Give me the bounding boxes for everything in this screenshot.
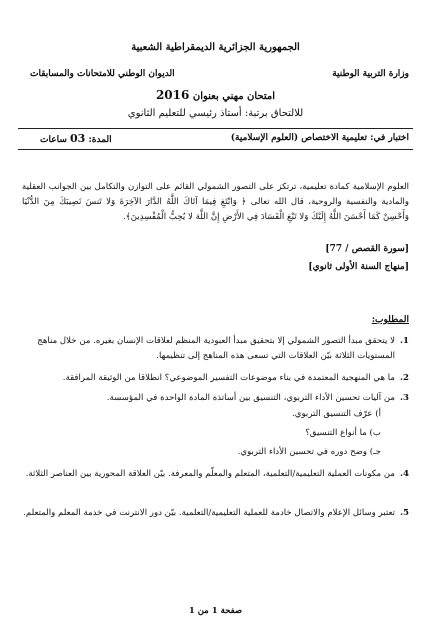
question-text: لا يتحقق مبدأ التصور الشمولي إلا بتحقيق مبدأ العبودية المنظم لعلاقات الإنسان بغيره. من خلال مناهج المستويات الثلاثة بيّن العلاقات التي تسعى هذه المناهج إلى تنظيمها. [37, 336, 395, 361]
top-rule [18, 128, 413, 129]
exam-title [0, 88, 431, 102]
office-name: الديوان الوطني للامتحانات والمسابقات [30, 69, 175, 79]
ministry-name: وزارة التربية الوطنية [332, 69, 409, 79]
duration-value: 03 [70, 132, 86, 145]
bottom-rule [18, 149, 413, 150]
question-number: 5. [400, 508, 409, 518]
question-5 [22, 506, 409, 521]
question-4 [22, 467, 409, 482]
question-1 [22, 334, 409, 364]
quran-citation: [سورة القصص / 77] [325, 244, 409, 254]
exam-title-prefix: امتحان مهني بعنوان [192, 91, 276, 102]
question-number: 3. [400, 393, 409, 403]
curriculum-source: [منهاج السنة الأولى ثانوي] [308, 262, 409, 272]
duration-unit: ساعات [40, 135, 67, 145]
question-text: من آليات تحسين الأداء التربوي، التنسيق بين أساتذة المادة الواحدة في المؤسسة. [106, 393, 395, 403]
exam-subject: اختبار في: تعليمية الاختصاص (العلوم الإسلامية) [230, 133, 409, 143]
required-heading: المطلوب: [371, 315, 409, 325]
question-3 [22, 391, 409, 406]
question-number: 2. [400, 373, 409, 383]
question-text: من مكونات العملية التعليمية/التعلمية، المتعلم والمعلّم والمعرفة. بيّن العلاقة المحورية بين العناصر الثلاثة. [25, 469, 395, 479]
duration-label: المدة: [88, 135, 112, 145]
question-3-sub-c: جـ) وضح دوره في تحسين الأداء التربوي. [237, 447, 381, 457]
question-2 [22, 371, 409, 386]
question-text: ما هي المنهجية المعتمدة في بناء موضوعات التفسير الموضوعي؟ انطلاقا من الوثيقة المرافقة. [62, 373, 395, 383]
intro-paragraph: العلوم الإسلامية كمادة تعليمية، ترتكز على التصور الشمولي القائم على التوازن والتكامل بين الجوانب العقلية والمادية والنفسية والروحية، قال الله تعالى ﴿ وَابْتَغِ فِيمَا آتَاكَ اللَّهُ الدَّارَ الآخِرَةَ وَلا تَنسَ نَصِيبَكَ مِنَ الدُّنْيَا وَأَحْسِنْ كَمَا أَحْسَنَ اللَّهُ إِلَيْكَ وَلا تَبْغِ الْفَسَادَ فِي الأَرْضِ إِنَّ اللَّهَ لا يُحِبُّ الْمُفْسِدِينَ﴾. [22, 182, 409, 222]
question-3-sub-b: ب) ما أنواع التنسيق؟ [305, 428, 381, 438]
page-number: صفحة 1 من 1 [188, 606, 243, 616]
question-number: 1. [400, 336, 409, 346]
exam-duration [40, 132, 112, 145]
question-text: تعتبر وسائل الإعلام والاتصال خادمة للعملية التعليمية/التعلمية. بيّن دور الانترنت في خدمة المعلم والمتعلم. [23, 508, 395, 518]
republic-title: الجمهورية الجزائرية الديمقراطية الشعبية [131, 42, 300, 53]
question-number: 4. [400, 469, 409, 479]
question-3-sub-a: أ) عرّف التنسيق التربوي. [292, 409, 381, 419]
exam-year: 2016 [155, 88, 190, 102]
exam-purpose: للالتحاق برتبة: أستاذ رئيسي للتعليم الثانوي [127, 108, 304, 119]
